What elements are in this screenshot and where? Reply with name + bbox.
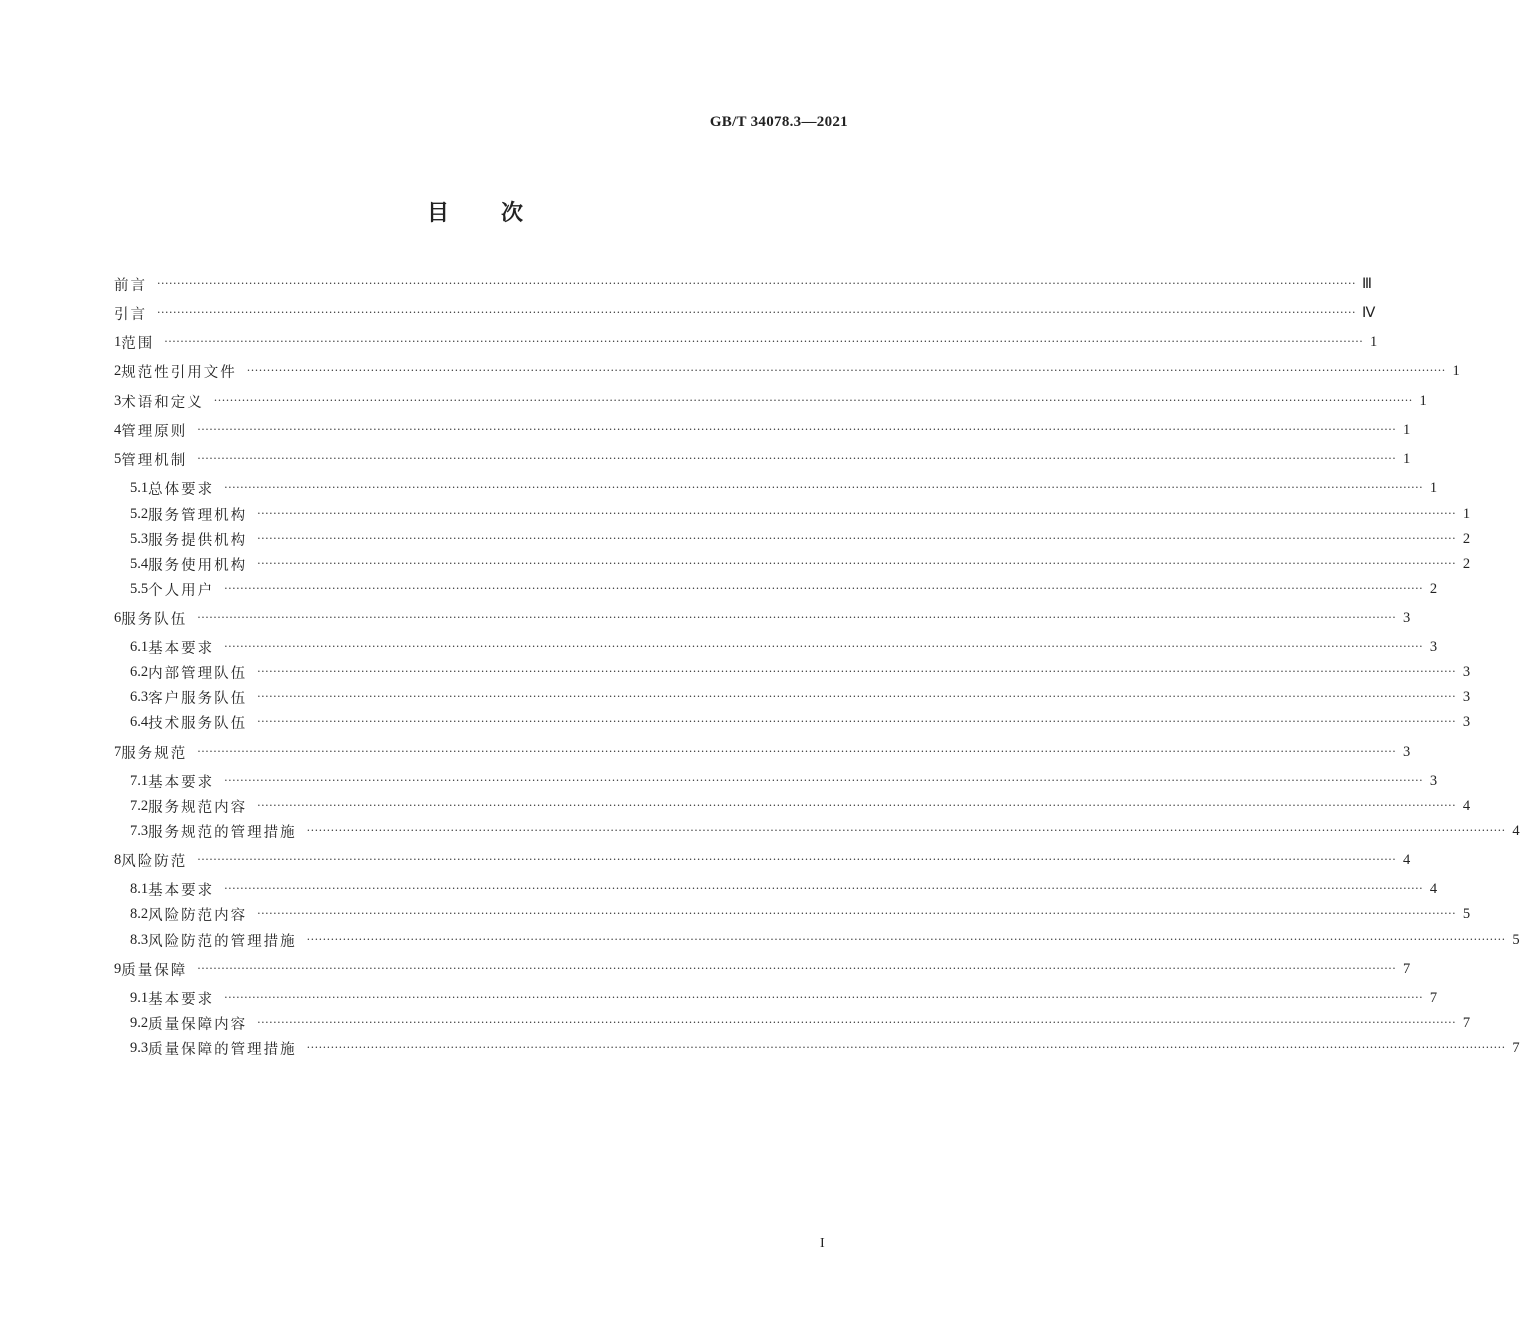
- leader-dots: ············································································································································································································································································································: [257, 1016, 1457, 1029]
- toc-entry[interactable]: [130, 529, 1471, 549]
- toc-entry-page: 1: [1452, 362, 1460, 379]
- leader-dots: ············································································································································································································································································································: [224, 774, 1424, 787]
- toc-entry[interactable]: [130, 1013, 1471, 1033]
- page-title: 目次: [426, 200, 575, 226]
- leader-dots: ············································································································································································································································································································: [257, 907, 1457, 920]
- toc-entry-number: 8.2: [130, 905, 149, 922]
- toc-entry-label: 服务使用机构: [148, 557, 248, 574]
- leader-dots: ············································································································································································································································································································: [224, 882, 1424, 895]
- toc-entry[interactable]: [114, 850, 1411, 870]
- toc-entry-label: 范围: [121, 335, 155, 352]
- toc-entry-number: 7: [114, 743, 122, 760]
- toc-entry-label: 术语和定义: [121, 394, 204, 411]
- toc-entry-page: 4: [1462, 797, 1471, 814]
- leader-dots: ············································································································································································································································································································: [246, 364, 1446, 377]
- toc-entry-page: 3: [1402, 743, 1411, 760]
- toc-entry-page: 4: [1512, 822, 1520, 839]
- toc-entry-page: 3: [1402, 609, 1411, 626]
- toc-entry-label: 前言: [114, 277, 147, 294]
- toc-entry[interactable]: [130, 904, 1471, 924]
- toc-entry-page: 3: [1429, 772, 1438, 789]
- toc-entry-page: 3: [1429, 638, 1438, 655]
- toc-entry-page: 4: [1402, 851, 1411, 868]
- toc-entry[interactable]: [130, 1038, 1520, 1058]
- toc-entry-label: 风险防范: [121, 853, 188, 870]
- toc-entry[interactable]: [130, 687, 1471, 707]
- toc-entry[interactable]: [130, 771, 1438, 791]
- leader-dots: ············································································································································································································································································································: [213, 394, 1413, 407]
- toc-entry[interactable]: [130, 988, 1438, 1008]
- leader-dots: ············································································································································································································································································································: [306, 1041, 1506, 1054]
- toc-entry-page: 7: [1462, 1014, 1471, 1031]
- toc-entry-number: 8.1: [130, 880, 149, 897]
- leader-dots: ············································································································································································································································································································: [197, 962, 1397, 975]
- toc-entry-label: 内部管理队伍: [148, 665, 248, 682]
- toc-entry-label: 质量保障的管理措施: [148, 1041, 297, 1058]
- toc-entry-number: 3: [114, 392, 122, 409]
- toc-entry-label: 个人用户: [148, 582, 215, 599]
- toc-entry-label: 基本要求: [148, 774, 215, 791]
- leader-dots: ············································································································································································································································································································: [257, 690, 1457, 703]
- toc-entry-page: 3: [1462, 688, 1471, 705]
- leader-dots: ············································································································································································································································································································: [197, 745, 1397, 758]
- toc-entry[interactable]: [114, 361, 1460, 381]
- leader-dots: ············································································································································································································································································································: [197, 853, 1397, 866]
- toc-entry[interactable]: [114, 274, 1372, 294]
- toc-entry-page: Ⅳ: [1361, 304, 1376, 321]
- toc-entry-number: 6.1: [130, 638, 149, 655]
- leader-dots: ············································································································································································································································································································: [224, 991, 1424, 1004]
- leader-dots: ············································································································································································································································································································: [306, 933, 1506, 946]
- toc-entry-number: 7.3: [130, 822, 149, 839]
- toc-entry-label: 服务管理机构: [148, 507, 248, 524]
- toc-entry-page: 1: [1369, 333, 1378, 350]
- toc-entry-number: 5.4: [130, 555, 149, 572]
- toc-entry[interactable]: [130, 637, 1438, 657]
- toc-entry-number: 5.2: [130, 505, 149, 522]
- toc-entry[interactable]: [130, 554, 1471, 574]
- toc-entry-page: 1: [1402, 450, 1411, 467]
- toc-entry[interactable]: [114, 742, 1411, 762]
- standard-number: GB/T 34078.3—2021: [709, 114, 848, 130]
- toc-entry-number: 4: [114, 421, 122, 438]
- leader-dots: ············································································································································································································································································································: [164, 335, 1364, 348]
- toc-entry[interactable]: [130, 662, 1471, 682]
- toc-entry-number: 9.1: [130, 989, 149, 1006]
- toc-entry-label: 基本要求: [148, 991, 215, 1008]
- toc-entry[interactable]: [130, 796, 1471, 816]
- toc-entry-label: 服务规范内容: [148, 799, 248, 816]
- toc-entry-label: 服务规范的管理措施: [148, 824, 297, 841]
- toc-entry[interactable]: [130, 712, 1471, 732]
- leader-dots: ············································································································································································································································································································: [197, 452, 1397, 465]
- toc-entry[interactable]: [114, 303, 1376, 323]
- toc-entry-page: 2: [1462, 555, 1471, 572]
- toc-entry-label: 服务规范: [121, 745, 188, 762]
- toc-entry-label: 管理机制: [121, 452, 188, 469]
- toc-entry-page: 7: [1402, 960, 1411, 977]
- toc-entry-number: 6.2: [130, 663, 149, 680]
- toc-entry-page: 5: [1512, 931, 1520, 948]
- leader-dots: ············································································································································································································································································································: [157, 277, 1356, 290]
- toc-entry-label: 服务队伍: [121, 611, 188, 628]
- leader-dots: ············································································································································································································································································································: [257, 557, 1457, 570]
- leader-dots: ············································································································································································································································································································: [157, 306, 1356, 319]
- leader-dots: ············································································································································································································································································································: [257, 799, 1457, 812]
- leader-dots: ············································································································································································································································································································: [224, 640, 1424, 653]
- toc-entry-number: 6.3: [130, 688, 149, 705]
- toc-entry-page: 4: [1429, 880, 1438, 897]
- toc-entry-page: 1: [1429, 479, 1438, 496]
- toc-entry-page: 1: [1462, 505, 1471, 522]
- toc-entry[interactable]: [130, 478, 1438, 498]
- toc-entry-label: 风险防范内容: [148, 907, 248, 924]
- toc-entry[interactable]: [114, 449, 1411, 469]
- toc-entry-number: 1: [114, 333, 122, 350]
- toc-entry[interactable]: [130, 930, 1520, 950]
- leader-dots: ············································································································································································································································································································: [257, 507, 1457, 520]
- toc-entry-number: 7.1: [130, 772, 149, 789]
- toc-entry-page: 7: [1512, 1039, 1520, 1056]
- toc-entry-number: 5: [114, 450, 122, 467]
- toc-entry-number: 8.3: [130, 931, 149, 948]
- toc-entry-page: 7: [1429, 989, 1438, 1006]
- toc-entry-page: 2: [1429, 580, 1438, 597]
- leader-dots: ············································································································································································································································································································: [197, 423, 1397, 436]
- toc-entry-number: 5.5: [130, 580, 149, 597]
- toc-entry[interactable]: [130, 579, 1438, 599]
- toc-entry[interactable]: [114, 420, 1411, 440]
- toc-entry-page: 5: [1462, 905, 1471, 922]
- leader-dots: ············································································································································································································································································································: [197, 611, 1397, 624]
- toc-entry-page: Ⅲ: [1361, 275, 1372, 292]
- toc-entry-number: 8: [114, 851, 122, 868]
- toc-entry-label: 客户服务队伍: [148, 690, 248, 707]
- toc-entry-label: 基本要求: [148, 640, 215, 657]
- toc-entry-number: 5.1: [130, 479, 149, 496]
- toc-entry-label: 管理原则: [121, 423, 188, 440]
- leader-dots: ············································································································································································································································································································: [257, 532, 1457, 545]
- toc-entry[interactable]: [114, 391, 1427, 411]
- toc-entry[interactable]: [114, 959, 1411, 979]
- toc-entry-label: 总体要求: [148, 481, 215, 498]
- toc-entry-label: 基本要求: [148, 882, 215, 899]
- toc-entry[interactable]: [130, 504, 1471, 524]
- toc-entry-label: 风险防范的管理措施: [148, 933, 297, 950]
- leader-dots: ············································································································································································································································································································: [224, 582, 1424, 595]
- toc-entry-label: 服务提供机构: [148, 532, 248, 549]
- toc-entry-label: 技术服务队伍: [148, 715, 248, 732]
- toc-entry[interactable]: [114, 332, 1378, 352]
- toc-entry-number: 2: [114, 362, 122, 379]
- toc-entry-label: 质量保障: [121, 962, 188, 979]
- toc-entry-number: 7.2: [130, 797, 149, 814]
- page-number: I: [820, 1236, 825, 1251]
- toc-entry-page: 3: [1462, 663, 1471, 680]
- toc-entry-page: 1: [1419, 392, 1427, 409]
- toc-entry-number: 9.2: [130, 1014, 149, 1031]
- toc-entry[interactable]: [114, 608, 1411, 628]
- leader-dots: ············································································································································································································································································································: [224, 481, 1424, 494]
- leader-dots: ············································································································································································································································································································: [257, 715, 1457, 728]
- leader-dots: ············································································································································································································································································································: [306, 824, 1506, 837]
- toc-entry-label: 质量保障内容: [148, 1016, 248, 1033]
- toc-entry-number: 9: [114, 960, 122, 977]
- toc-entry-number: 6.4: [130, 713, 149, 730]
- leader-dots: ············································································································································································································································································································: [257, 665, 1457, 678]
- toc-entry-number: 6: [114, 609, 122, 626]
- toc-entry-number: 5.3: [130, 530, 149, 547]
- toc-entry-page: 2: [1462, 530, 1471, 547]
- toc-entry[interactable]: [130, 879, 1438, 899]
- toc-entry-page: 1: [1402, 421, 1411, 438]
- toc-entry-label: 引言: [114, 306, 147, 323]
- toc-entry-page: 3: [1462, 713, 1471, 730]
- toc-entry[interactable]: [130, 821, 1520, 841]
- toc-entry-label: 规范性引用文件: [121, 364, 237, 381]
- toc-entry-number: 9.3: [130, 1039, 149, 1056]
